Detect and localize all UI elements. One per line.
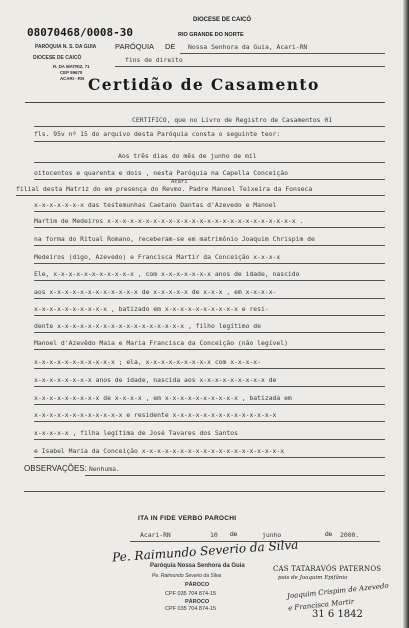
body-line-13: dente x-x-x-x-x-x-x-x-x-x-x-x-x-x-x-x-x , filho legítimo de <box>34 322 262 330</box>
body-line-16: x-x-x-x-x-x-x-x anos de idade, nascida aos x-x-x-x-x-x-x-x-x de <box>34 376 277 384</box>
signature-stamp-line-6: CPF 035 704 874-15 <box>165 606 217 612</box>
rule-1 <box>34 126 385 127</box>
body-line-2: fls. 95v nº 15 do arquivo desta Paróquia consta o seguinte teor: <box>34 130 281 138</box>
signature-stamp-line-2: Pe. Raimundo Severio da Silva <box>152 573 222 579</box>
rule-13 <box>34 332 385 333</box>
body-line-7: Martim de Medeiros x-x-x-x-x-x-x-x-x-x-x-x-x-x-x-x-x-x-x-x-x-x-x-x-x . <box>34 217 304 225</box>
paroquia-value: Nossa Senhora da Guia, Acari-RN <box>188 43 308 51</box>
date-place: Acari-RN <box>140 531 171 539</box>
handwritten-note-line-3: Joaquim Crispim de Azevedo <box>286 581 390 601</box>
date-day: 10 <box>210 531 218 539</box>
livro-purpose: fins de direito <box>125 56 183 64</box>
acari-superscript: Acari <box>171 179 188 185</box>
rule-7 <box>34 227 385 228</box>
rule-8 <box>34 245 385 246</box>
body-line-12: x-x-x-x-x-x-x-x-x-x , batizado em x-x-x-x-x-x-x-x-x-x e resi- <box>34 305 269 313</box>
certificate-title: Certidão de Casamento <box>88 75 320 94</box>
paroquia-label: PARÓQUIA <box>115 42 155 51</box>
date-de-2: de <box>325 531 333 538</box>
observacoes-label: OBSERVAÇÕES: <box>24 464 87 473</box>
date-year: 2000. <box>340 531 360 539</box>
rule-17 <box>34 404 385 405</box>
ita-in-fide: ITA IN FIDE VERBO PAROCHI <box>138 515 237 522</box>
body-line-14: Manoel d'Azevêdo Maia e Maria Francisca da Conceição (não legível) <box>34 339 288 347</box>
rule-16 <box>34 386 385 387</box>
priest-signature: Pe. Raimundo Severio da Silva <box>111 537 299 565</box>
purpose-underline <box>115 66 385 67</box>
body-line-3: Aos três dias do mês de junho de mil <box>118 152 257 160</box>
rule-19 <box>34 439 385 440</box>
rule-6 <box>34 211 385 212</box>
rule-10 <box>34 280 385 281</box>
address-stamp-street: R. DA MATRIZ, 71 <box>53 64 90 69</box>
signature-stamp-line-5: PÁROCO <box>185 599 210 605</box>
body-line-8: na forma do Ritual Romano, receberam-se em matrimônio Joaquim Chrispim de <box>34 235 315 243</box>
date-month: junho <box>262 531 282 539</box>
rule-2 <box>34 141 385 142</box>
title-rule <box>25 102 385 103</box>
rule-18 <box>34 421 385 422</box>
paper-edge-shadow <box>403 0 409 628</box>
handwritten-note-line-4: e Francisca Martir <box>287 597 355 613</box>
document-number: 08070468/0008-30 <box>27 26 133 39</box>
rule-15 <box>34 368 385 369</box>
parish-stamp: PARÓQUIA N. S. DA GUIA <box>35 44 97 50</box>
de-label: DE <box>165 42 176 51</box>
rule-20 <box>34 457 385 458</box>
body-line-10: Ele, x-x-x-x-x-x-x-x-x-x-x , com x-x-x-x-x-x-x anos de idade, nascido <box>34 270 300 278</box>
signature-stamp-line-1: Paróquia Nossa Senhora da Guia <box>150 563 245 569</box>
body-line-11: aos x-x-x-x-x-x-x-x-x-x-x-x de x-x-x-x-x de x-x-x , em x-x-x-x- <box>34 288 277 296</box>
signature-stamp-line-3: PÁROCO <box>185 582 210 588</box>
rule-9 <box>34 263 385 264</box>
handwritten-note-line-2: pais de Joaquim Epifânio <box>278 575 348 581</box>
obs-rule-2 <box>24 491 385 492</box>
rule-11 <box>34 298 385 299</box>
date-de-1: de <box>230 531 238 538</box>
rule-4 <box>34 179 385 180</box>
body-line-15: x-x-x-x-x-x-x-x-x-x-x ; ela, x-x-x-x-x-x-x-x-x com x-x-x-x- <box>34 358 262 366</box>
body-line-6: x-x-x-x-x-x-x das testemunhas Caetano Dantas d'Azevedo e Manoel <box>34 201 277 209</box>
body-line-19: x-x-x-x-x , filha legítima de José Tavares dos Santos <box>34 429 238 437</box>
signature-stamp-line-4: CPF 035 704 874-15 <box>165 591 217 597</box>
body-line-9: Medeiros (digo, Azevedo) e Francisca Martir da Conceição x-x-x-x <box>34 253 281 261</box>
state-heading: RIO GRANDE DO NORTE <box>178 32 244 38</box>
observacoes-value: Nenhuma. <box>89 465 120 473</box>
body-line-5: filial desta Matriz do em presença do Revmo. Padre Manoel Teixeira da Fonseca <box>16 185 313 193</box>
body-line-17: x-x-x-x-x-x-x-x-x de x-x-x-x , em x-x-x-x-x-x-x-x-x-x , batizada em <box>34 394 292 402</box>
obs-rule-1 <box>85 475 385 476</box>
handwritten-note-line-5: 31 6 1842 <box>312 609 363 620</box>
body-line-4: oitocentos e quarenta e dois , nesta Paróquia na Capella Conceição <box>34 169 288 177</box>
handwritten-note-line-1: CAS TATARAVÓS PATERNOS <box>273 565 382 573</box>
address-stamp-cep: CEP 59670 <box>60 70 83 75</box>
rule-3 <box>34 162 385 163</box>
diocese-heading: DIOCESE DE CAICÓ <box>193 17 252 23</box>
rule-14 <box>34 349 385 350</box>
body-line-18: x-x-x-x-x-x-x-x-x-x-x-x e residente x-x-x-x-x-x-x-x-x-x-x-x-x-x <box>34 411 277 419</box>
diocese-stamp: DIOCESE DE CAICÓ <box>33 55 82 61</box>
rule-5 <box>16 195 385 196</box>
body-line-1: CERTIFICO, que no Livro de Registro de Casamentos 01 <box>132 116 333 124</box>
address-stamp-city: ACARI - RN <box>60 76 85 81</box>
body-line-20: e Isabel Maria da Conceição x-x-x-x-x-x-x-x-x-x-x-x-x-x-x-x-x-x-x <box>34 447 285 455</box>
paroquia-underline <box>180 53 385 54</box>
rule-12 <box>34 315 385 316</box>
